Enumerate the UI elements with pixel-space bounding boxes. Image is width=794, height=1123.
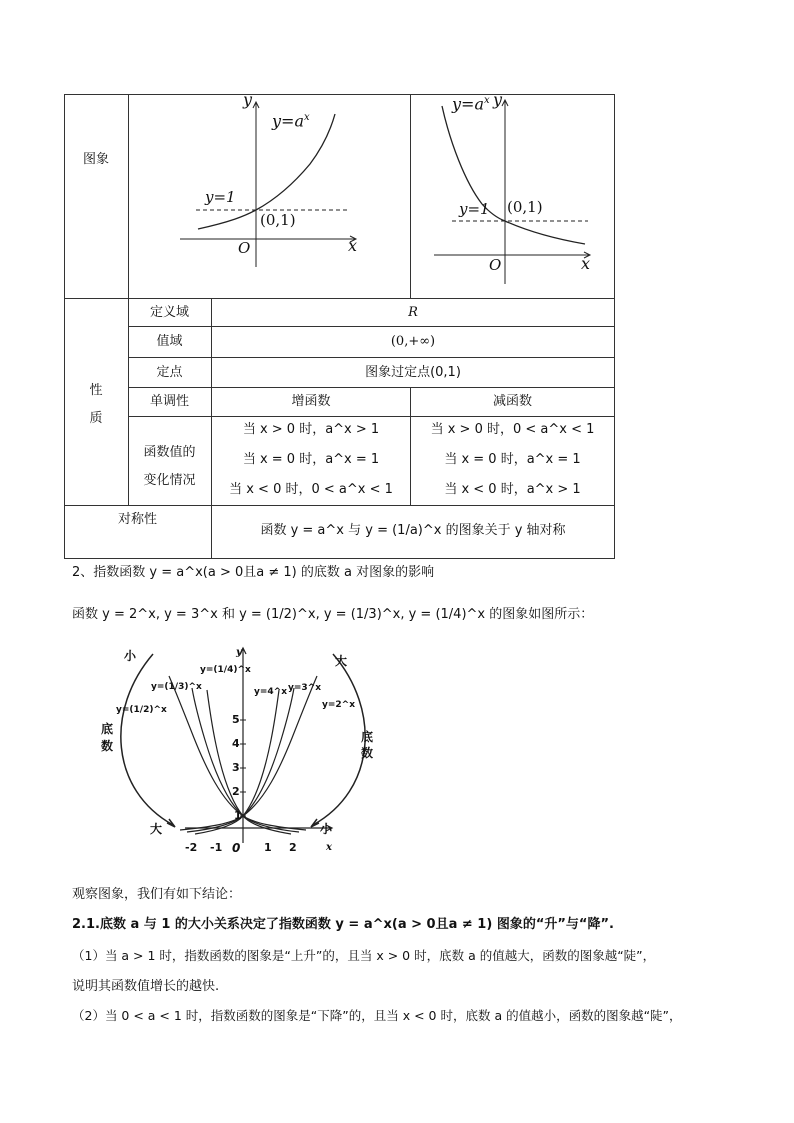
fig-xaxis-label: x	[326, 842, 332, 853]
fig-label-half: y=(1/2)^x	[116, 705, 167, 715]
fig-label-quarter: y=(1/4)^x	[200, 665, 251, 675]
graph2-curve-sup: x	[483, 95, 490, 106]
graph1-yaxis-label: y	[243, 90, 253, 109]
range-value: (0,+∞)	[390, 334, 436, 349]
fig-xtick-1: 1	[264, 841, 272, 854]
conclusion-heading: 2.1.底数 a 与 1 的大小关系决定了指数函数 y = a^x(a > 0且a ≠ 1) 图象的“升”与“降”.	[72, 917, 614, 932]
graph2-point-label: (0,1)	[507, 198, 543, 216]
fig-base-right-2: 数	[361, 746, 374, 760]
graph-decreasing	[430, 92, 600, 287]
change-label-1: 函数值的	[143, 444, 196, 460]
image-label: 图象	[82, 151, 109, 167]
fig-ytick-5: 5	[232, 713, 240, 726]
graph-increasing	[170, 92, 370, 272]
properties-label-1: 性	[89, 382, 103, 398]
graph1-hline-label: y=1	[205, 188, 236, 206]
monotonic-increasing: 增函数	[291, 394, 331, 409]
fig-ytick-4: 4	[232, 737, 240, 750]
graph1-curve-text: y=a	[272, 111, 304, 131]
fig-small-right: 小	[320, 822, 333, 836]
change-right-3: 当 x < 0 时，a^x > 1	[444, 481, 581, 497]
change-left-1: 当 x > 0 时，a^x > 1	[242, 421, 380, 437]
section2-intro: 函数 y = 2^x, y = 3^x 和 y = (1/2)^x, y = (1/3)^x, y = (1/4)^x 的图象如图所示：	[72, 607, 594, 622]
paragraph-1-line-2: 说明其函数值增长的越快.	[72, 979, 220, 994]
graph1-curve-label	[272, 113, 310, 129]
fig-ytick-2: 2	[232, 785, 240, 798]
fig-base-right-1: 底	[361, 730, 374, 744]
symmetry-value: 函数 y = a^x 与 y = (1/a)^x 的图象关于 y 轴对称	[260, 522, 566, 538]
fig-xtick-m1: -1	[210, 841, 223, 854]
fig-base-left-2: 数	[101, 739, 114, 753]
fixed-point-value: 图象过定点(0,1)	[365, 364, 461, 380]
paragraph-1-line-1: （1）当 a > 1 时，指数函数的图象是“上升”的，且当 x > 0 时，底数 a 的值越大，函数的图象越“陡”，	[72, 948, 656, 963]
domain-value: R	[408, 304, 418, 320]
change-right-1: 当 x > 0 时，0 < a^x < 1	[430, 421, 595, 437]
properties-label-2: 质	[89, 410, 103, 426]
graph2-origin-label: O	[489, 256, 502, 274]
range-label: 值域	[156, 334, 183, 349]
graph1-curve-sup: x	[303, 112, 310, 123]
fig-label-2x: y=2^x	[322, 700, 356, 710]
paragraph-2-line-1: （2）当 0 < a < 1 时，指数函数的图象是“下降”的，且当 x < 0 时，底数 a 的值越小，函数的图象越“陡”，	[72, 1008, 682, 1023]
graph2-yaxis-label: y	[493, 90, 503, 109]
fig-label-third: y=(1/3)^x	[151, 682, 202, 692]
symmetry-label: 对称性	[117, 511, 157, 527]
fig-yaxis-label: y	[236, 647, 242, 658]
graph1-origin-label: O	[238, 239, 251, 257]
fig-xtick-0: 0	[232, 841, 241, 855]
monotonic-label: 单调性	[149, 394, 189, 409]
fig-label-4x: y=4^x	[254, 687, 288, 697]
graph1-point-label: (0,1)	[260, 211, 296, 229]
fig-xtick-2: 2	[289, 841, 297, 854]
monotonic-decreasing: 减函数	[492, 394, 532, 409]
change-right-2: 当 x = 0 时，a^x = 1	[444, 451, 581, 467]
change-label-2: 变化情况	[143, 472, 196, 488]
change-left-2: 当 x = 0 时，a^x = 1	[242, 451, 380, 467]
observe-text: 观察图象，我们有如下结论：	[72, 887, 242, 902]
graph2-curve-text: y=a	[452, 94, 484, 114]
section2-heading: 2、指数函数 y = a^x(a > 0且a ≠ 1) 的底数 a 对图象的影响	[72, 565, 435, 580]
change-left-3: 当 x < 0 时，0 < a^x < 1	[229, 481, 393, 497]
fig-xtick-m2: -2	[185, 841, 198, 854]
fig-big-right: 大	[335, 654, 348, 668]
fig-small-left: 小	[124, 649, 137, 663]
graph2-xaxis-label: x	[581, 254, 591, 273]
graph2-hline-label: y=1	[459, 200, 490, 218]
fig-ytick-1: 1	[234, 809, 242, 822]
fig-label-3x: y=3^x	[288, 683, 322, 693]
fixed-point-label: 定点	[156, 364, 183, 380]
fig-big-left: 大	[150, 822, 163, 836]
fig-ytick-3: 3	[232, 761, 240, 774]
fig-base-left-1: 底	[101, 722, 114, 736]
graph1-xaxis-label: x	[348, 236, 358, 255]
domain-label: 定义域	[149, 304, 189, 320]
graph2-curve-label	[452, 96, 490, 112]
